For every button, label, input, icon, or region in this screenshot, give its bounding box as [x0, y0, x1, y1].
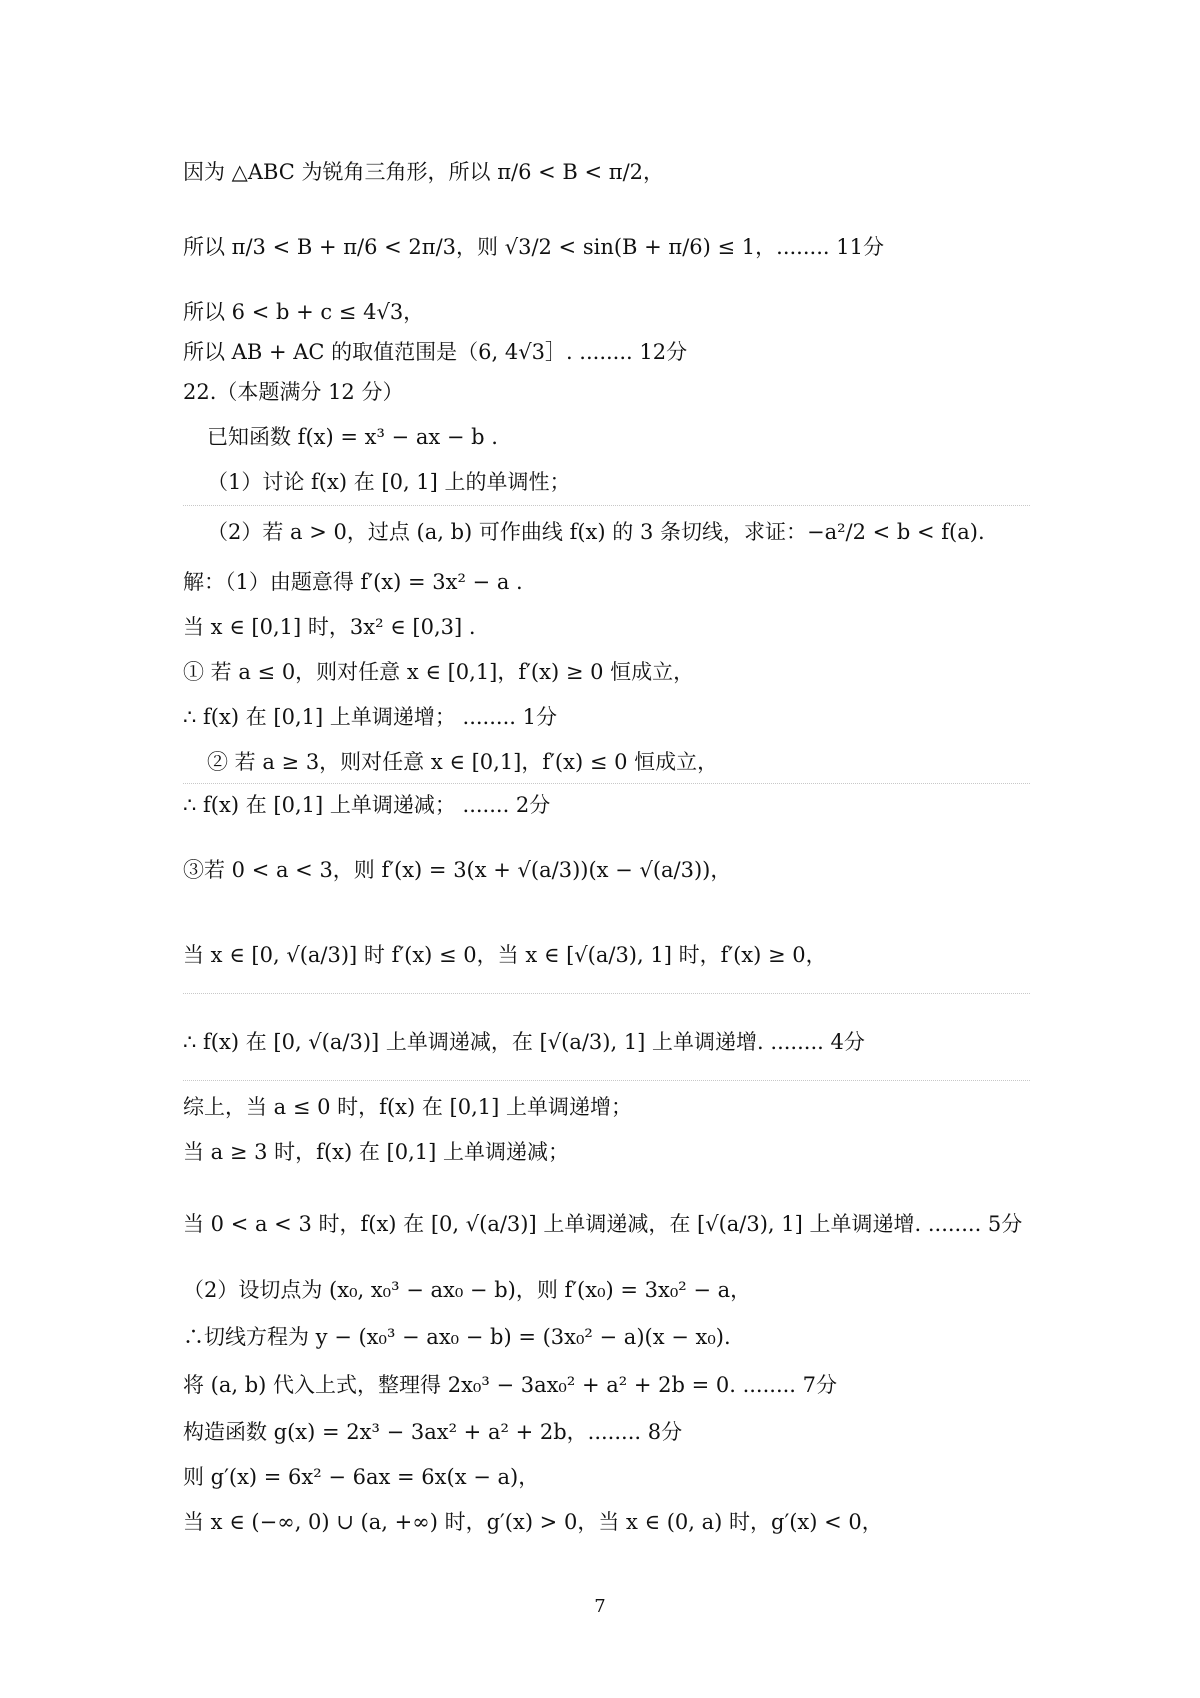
- text-line: 当 0 < a < 3 时，f(x) 在 [0, √(a/3)] 上单调递减，在 [√(a/3), 1] 上单调递增. ........ 5分: [183, 1212, 1023, 1236]
- text-line: 22.（本题满分 12 分）: [183, 380, 404, 404]
- text-line: （2）若 a > 0，过点 (a, b) 可作曲线 f(x) 的 3 条切线，求证：−a²/2 < b < f(a).: [207, 520, 985, 544]
- text-line: 构造函数 g(x) = 2x³ − 3ax² + a² + 2b，........ 8分: [183, 1420, 683, 1444]
- text-line: ∴ f(x) 在 [0, √(a/3)] 上单调递减，在 [√(a/3), 1] 上单调递增. ........ 4分: [183, 1030, 865, 1054]
- divider: [183, 783, 1030, 784]
- text-line: ∴ f(x) 在 [0,1] 上单调递减； ....... 2分: [183, 793, 551, 817]
- text-line: 所以 π/3 < B + π/6 < 2π/3，则 √3/2 < sin(B + π/6) ≤ 1，........ 11分: [183, 235, 884, 259]
- divider: [183, 505, 1030, 506]
- page-number: 7: [594, 1596, 606, 1617]
- text-line: 将 (a, b) 代入上式，整理得 2x₀³ − 3ax₀² + a² + 2b = 0. ........ 7分: [183, 1373, 838, 1397]
- text-line: ∴切线方程为 y − (x₀³ − ax₀ − b) = (3x₀² − a)(x − x₀).: [183, 1325, 731, 1349]
- text-line: 所以 AB + AC 的取值范围是（6, 4√3］. ........ 12分: [183, 340, 688, 364]
- text-line: 当 a ≥ 3 时，f(x) 在 [0,1] 上单调递减；: [183, 1140, 569, 1164]
- text-line: 当 x ∈ (−∞, 0) ∪ (a, +∞) 时，g′(x) > 0，当 x ∈ (0, a) 时，g′(x) < 0，: [183, 1510, 883, 1534]
- text-line: ∴ f(x) 在 [0,1] 上单调递增； ........ 1分: [183, 705, 557, 729]
- text-line: （2）设切点为 (x₀, x₀³ − ax₀ − b)，则 f′(x₀) = 3x₀² − a，: [183, 1278, 752, 1302]
- divider: [183, 1080, 1030, 1081]
- text-line: 解：（1）由题意得 f′(x) = 3x² − a .: [183, 570, 523, 594]
- text-line: 综上，当 a ≤ 0 时，f(x) 在 [0,1] 上单调递增；: [183, 1095, 632, 1119]
- text-line: 当 x ∈ [0, √(a/3)] 时 f′(x) ≤ 0，当 x ∈ [√(a/3), 1] 时，f′(x) ≥ 0，: [183, 943, 827, 967]
- text-line: ① 若 a ≤ 0，则对任意 x ∈ [0,1]，f′(x) ≥ 0 恒成立，: [183, 660, 695, 684]
- divider: [183, 993, 1030, 994]
- text-line: 当 x ∈ [0,1] 时，3x² ∈ [0,3] .: [183, 615, 476, 639]
- text-line: ② 若 a ≥ 3，则对任意 x ∈ [0,1]，f′(x) ≤ 0 恒成立，: [207, 750, 719, 774]
- text-line: 则 g′(x) = 6x² − 6ax = 6x(x − a)，: [183, 1465, 540, 1489]
- text-line: 所以 6 < b + c ≤ 4√3，: [183, 300, 425, 324]
- text-line: 因为 △ABC 为锐角三角形，所以 π/6 < B < π/2，: [183, 160, 665, 184]
- text-line: 已知函数 f(x) = x³ − ax − b .: [207, 425, 498, 449]
- text-line: （1）讨论 f(x) 在 [0, 1] 上的单调性；: [207, 470, 571, 494]
- text-line: ③若 0 < a < 3，则 f′(x) = 3(x + √(a/3))(x − √(a/3))，: [183, 858, 732, 882]
